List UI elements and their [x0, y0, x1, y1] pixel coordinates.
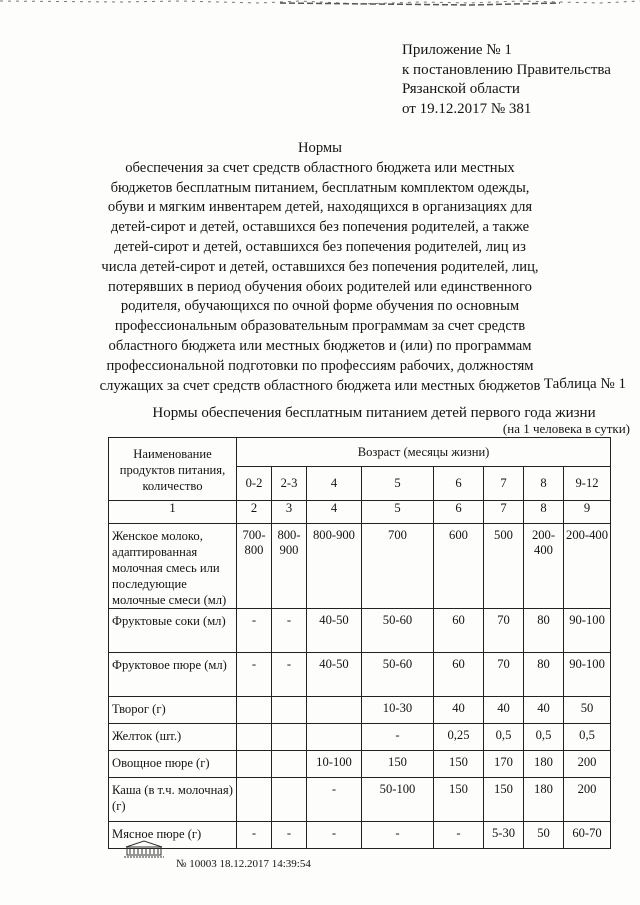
appendix-line-4: от 19.12.2017 № 381	[402, 100, 532, 117]
norm-value: 40	[524, 697, 564, 724]
norm-value	[237, 778, 272, 822]
header-age: Возраст (месяцы жизни)	[237, 438, 611, 467]
appendix-line-2: к постановлению Правительства	[402, 61, 611, 78]
norm-value: 40	[484, 697, 524, 724]
table-row	[109, 822, 611, 849]
product-name: Желток (шт.)	[109, 724, 237, 751]
norm-value: 50-60	[362, 609, 434, 653]
norm-value: 60-70	[564, 822, 611, 849]
registration-stamp: № 10003 18.12.2017 14:39:54	[176, 858, 311, 870]
column-number: 6	[434, 501, 484, 524]
norm-value: -	[237, 609, 272, 653]
norm-value: -	[272, 822, 307, 849]
norm-value	[307, 697, 362, 724]
table-row	[109, 724, 611, 751]
heading-line: профессиональным образовательным программам за счет средств	[114, 318, 526, 335]
column-number: 7	[484, 501, 524, 524]
heading-line: обеспечения за счет средств областного бюджета или местных	[125, 159, 515, 176]
table-row	[109, 751, 611, 778]
norm-value: 800-900	[272, 524, 307, 609]
table-row	[109, 609, 611, 653]
table-row	[109, 653, 611, 697]
norm-value: 60	[434, 653, 484, 697]
product-name: Каша (в т.ч. молочная) (г)	[109, 778, 237, 822]
norm-value: 80	[524, 609, 564, 653]
appendix-block	[402, 41, 632, 119]
column-number: 1	[109, 501, 237, 524]
norm-value: 170	[484, 751, 524, 778]
norm-value: 40	[434, 697, 484, 724]
norm-value: 0,5	[524, 724, 564, 751]
norm-value: 200	[564, 778, 611, 822]
heading-line: родителя, обучающихся по очной форме обучения по основным	[120, 298, 520, 315]
norm-value	[272, 778, 307, 822]
heading-line: числа детей-сирот и детей, оставшихся без попечения родителей, лиц,	[101, 258, 539, 275]
norm-value: 10-30	[362, 697, 434, 724]
column-number: 9	[564, 501, 611, 524]
heading-line: служащих за счет средств областного бюджета или местных бюджетов	[99, 377, 541, 394]
norm-value	[237, 724, 272, 751]
heading-line: потерявших в период обучения обоих родителей или единственного	[108, 278, 532, 295]
norm-value: 50-100	[362, 778, 434, 822]
appendix-line-3: Рязанской области	[402, 81, 520, 97]
norm-value: -	[362, 822, 434, 849]
norm-value: 200-400	[564, 524, 611, 609]
norm-value: 0,5	[564, 724, 611, 751]
norm-value: 70	[484, 609, 524, 653]
heading-line: детей-сирот и детей, оставшихся без попечения родителей, лиц из	[114, 238, 526, 255]
scan-noise-edge	[0, 0, 640, 8]
norm-value: 150	[484, 778, 524, 822]
norm-value: 800-900	[307, 524, 362, 609]
heading-title: Нормы	[298, 140, 342, 156]
table-row	[109, 524, 611, 609]
norm-value: 0,5	[484, 724, 524, 751]
norm-value: 600	[434, 524, 484, 609]
column-numbers-row	[109, 501, 611, 524]
norm-value: 0,25	[434, 724, 484, 751]
norm-value: 150	[434, 778, 484, 822]
government-building-stamp-icon	[120, 838, 168, 860]
norm-value: 500	[484, 524, 524, 609]
norm-value: -	[307, 822, 362, 849]
norm-value: 50	[564, 697, 611, 724]
norm-value: 700	[362, 524, 434, 609]
header-product-name: Наименование продуктов питания, количество	[109, 438, 237, 501]
heading-line: обуви и мягким инвентарем детей, находящихся в организациях для	[107, 199, 533, 216]
norm-value	[272, 724, 307, 751]
norm-value: 80	[524, 653, 564, 697]
column-number: 3	[272, 501, 307, 524]
product-name: Женское молоко, адаптированная молочная смесь или последующие молочные смеси (мл)	[109, 524, 237, 609]
norm-value	[237, 697, 272, 724]
age-col: 9-12	[564, 467, 611, 501]
norm-value	[272, 697, 307, 724]
norm-value: -	[307, 778, 362, 822]
norm-value	[237, 751, 272, 778]
norm-value	[272, 751, 307, 778]
document-heading	[70, 139, 570, 396]
norm-value: 70	[484, 653, 524, 697]
column-number: 8	[524, 501, 564, 524]
age-col: 2-3	[272, 467, 307, 501]
age-col: 4	[307, 467, 362, 501]
heading-line: областного бюджета или местных бюджетов и (или) по программам	[108, 337, 532, 354]
norm-value: 180	[524, 778, 564, 822]
norm-value: -	[237, 822, 272, 849]
age-col: 0-2	[237, 467, 272, 501]
nutrition-norms-table	[108, 437, 611, 849]
age-col: 5	[362, 467, 434, 501]
norm-value: 150	[434, 751, 484, 778]
norm-value: 90-100	[564, 609, 611, 653]
norm-value: 90-100	[564, 653, 611, 697]
column-number: 5	[362, 501, 434, 524]
column-number: 2	[237, 501, 272, 524]
norm-value: 700-800	[237, 524, 272, 609]
norm-value: 40-50	[307, 609, 362, 653]
norm-value: -	[362, 724, 434, 751]
table-note: (на 1 человека в сутки)	[502, 421, 630, 436]
norm-value: 150	[362, 751, 434, 778]
norm-value	[307, 724, 362, 751]
age-col: 6	[434, 467, 484, 501]
norm-value: -	[237, 653, 272, 697]
norm-value: -	[434, 822, 484, 849]
product-name: Фруктовое пюре (мл)	[109, 653, 237, 697]
norm-value: 200	[564, 751, 611, 778]
norm-value: 180	[524, 751, 564, 778]
norm-value: 50-60	[362, 653, 434, 697]
table-title: Нормы обеспечения бесплатным питанием детей первого года жизни	[152, 405, 596, 421]
norm-value: -	[272, 609, 307, 653]
table-row	[109, 778, 611, 822]
table-row	[109, 697, 611, 724]
product-name: Мясное пюре (г)	[109, 822, 237, 849]
norm-value: 40-50	[307, 653, 362, 697]
age-col: 7	[484, 467, 524, 501]
product-name: Творог (г)	[109, 697, 237, 724]
norm-value: 50	[524, 822, 564, 849]
table-number: Таблица № 1	[543, 376, 626, 392]
column-number: 4	[307, 501, 362, 524]
appendix-line-1: Приложение № 1	[402, 42, 512, 58]
norm-value: 10-100	[307, 751, 362, 778]
heading-line: профессиональной подготовки по профессиям рабочих, должностям	[106, 357, 534, 374]
norm-value: 200-400	[524, 524, 564, 609]
norm-value: 5-30	[484, 822, 524, 849]
norm-value: -	[272, 653, 307, 697]
product-name: Овощное пюре (г)	[109, 751, 237, 778]
heading-line: детей-сирот и детей, оставшихся без попечения родителей, а также	[110, 219, 530, 236]
age-col: 8	[524, 467, 564, 501]
product-name: Фруктовые соки (мл)	[109, 609, 237, 653]
heading-line: бюджетов бесплатным питанием, бесплатным комплектом одежды,	[110, 179, 530, 196]
norm-value: 60	[434, 609, 484, 653]
table-header-row	[109, 438, 611, 467]
